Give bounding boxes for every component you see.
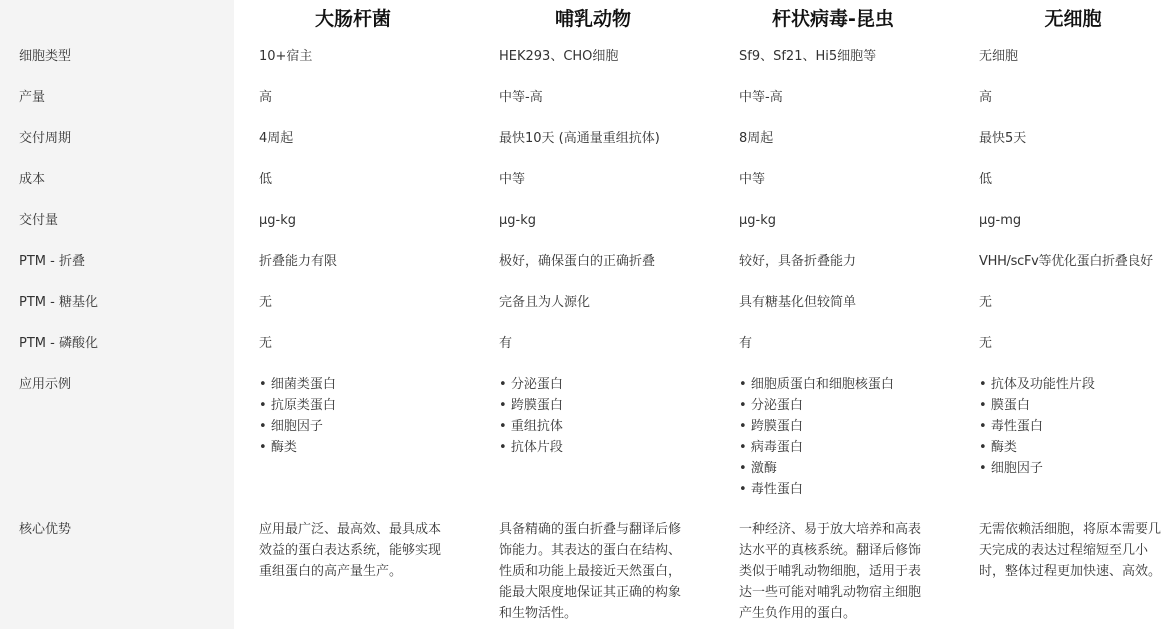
table-cell: 中等 <box>739 172 766 187</box>
list-item: • 酶类 <box>979 437 1095 458</box>
list-item: • 毒性蛋白 <box>979 416 1095 437</box>
table-cell: 无 <box>259 295 273 310</box>
list-item: • 抗体片段 <box>499 437 563 458</box>
column-header-mammalian: 哺乳动物 <box>554 8 631 30</box>
table-cell: μg-mg <box>979 213 1022 228</box>
list-item: • 细胞因子 <box>979 458 1095 479</box>
row-label: PTM - 磷酸化 <box>19 336 98 351</box>
table-cell: 折叠能力有限 <box>259 254 338 269</box>
table-cell: 高 <box>259 90 273 105</box>
table-cell: 中等-高 <box>499 90 543 105</box>
table-cell: HEK293、CHO细胞 <box>499 49 619 64</box>
table-cell: 4周起 <box>259 131 294 146</box>
row-label-advantages: 核心优势 <box>19 522 72 537</box>
table-cell: μg-kg <box>259 213 296 228</box>
table-cell: μg-kg <box>739 213 776 228</box>
list-item: • 膜蛋白 <box>979 395 1095 416</box>
list-item: • 抗体及功能性片段 <box>979 374 1095 395</box>
table-cell: 无 <box>259 336 273 351</box>
table-cell: 无 <box>979 336 993 351</box>
row-label: 产量 <box>19 90 46 105</box>
list-item: • 激酶 <box>739 458 894 479</box>
table-cell: 有 <box>499 336 513 351</box>
table-cell: VHH/scFv等优化蛋白折叠良好 <box>979 254 1153 269</box>
table-cell: 具有糖基化但较简单 <box>739 295 857 310</box>
row-label-applications: 应用示例 <box>19 377 72 392</box>
table-cell: 有 <box>739 336 753 351</box>
row-label: 细胞类型 <box>19 49 72 64</box>
advantage-text-mammalian: 具备精确的蛋白折叠与翻译后修饰能力。其表达的蛋白在结构、性质和功能上最接近天然蛋白，能最大限度地保证其正确的构象和生物活性。 <box>499 522 682 621</box>
list-item: • 细胞质蛋白和细胞核蛋白 <box>739 374 894 395</box>
application-list-mammalian <box>499 374 563 458</box>
table-cell: Sf9、Sf21、Hi5细胞等 <box>739 49 877 64</box>
row-label: 成本 <box>19 172 46 187</box>
application-list-cell-free <box>979 374 1095 479</box>
column-header-baculovirus-insect: 杆状病毒-昆虫 <box>772 8 894 30</box>
list-item: • 分泌蛋白 <box>739 395 894 416</box>
list-item: • 重组抗体 <box>499 416 563 437</box>
list-item: • 跨膜蛋白 <box>739 416 894 437</box>
list-item: • 抗原类蛋白 <box>259 395 336 416</box>
table-cell: 完备且为人源化 <box>499 295 591 310</box>
advantage-text-baculovirus-insect: 一种经济、易于放大培养和高表达水平的真核系统。翻译后修饰类似于哺乳动物细胞，适用于表达一些可能对哺乳动物宿主细胞产生负作用的蛋白。 <box>739 522 922 621</box>
list-item: • 病毒蛋白 <box>739 437 894 458</box>
list-item: • 酶类 <box>259 437 336 458</box>
list-item: • 分泌蛋白 <box>499 374 563 395</box>
row-label: 交付量 <box>19 213 59 228</box>
table-cell: 中等 <box>499 172 526 187</box>
table-cell: 10+宿主 <box>259 49 313 64</box>
row-label: 交付周期 <box>19 131 72 146</box>
application-list-ecoli <box>259 374 336 458</box>
row-label: PTM - 糖基化 <box>19 295 98 310</box>
advantage-text-ecoli: 应用最广泛、最高效、最具成本效益的蛋白表达系统，能够实现重组蛋白的高产量生产。 <box>259 522 442 579</box>
table-cell: 无 <box>979 295 993 310</box>
table-cell: 8周起 <box>739 131 774 146</box>
advantage-text-cell-free: 无需依赖活细胞，将原本需要几天完成的表达过程缩短至几小时，整体过程更加快速、高效。 <box>979 522 1162 579</box>
column-header-ecoli: 大肠杆菌 <box>314 8 391 30</box>
table-cell: 最快5天 <box>979 131 1027 146</box>
list-item: • 毒性蛋白 <box>739 479 894 500</box>
row-label: PTM - 折叠 <box>19 254 85 269</box>
column-header-cell-free: 无细胞 <box>1044 8 1102 30</box>
table-cell: 低 <box>979 172 993 187</box>
table-cell: 无细胞 <box>979 49 1019 64</box>
table-cell: 中等-高 <box>739 90 783 105</box>
table-cell: 高 <box>979 90 993 105</box>
list-item: • 细菌类蛋白 <box>259 374 336 395</box>
application-list-baculovirus-insect <box>739 374 894 500</box>
list-item: • 细胞因子 <box>259 416 336 437</box>
table-cell: 极好，确保蛋白的正确折叠 <box>499 254 656 269</box>
table-cell: 较好，具备折叠能力 <box>739 254 857 269</box>
table-cell: 低 <box>259 172 273 187</box>
table-cell: μg-kg <box>499 213 536 228</box>
list-item: • 跨膜蛋白 <box>499 395 563 416</box>
table-cell: 最快10天 (高通量重组抗体) <box>499 131 660 146</box>
